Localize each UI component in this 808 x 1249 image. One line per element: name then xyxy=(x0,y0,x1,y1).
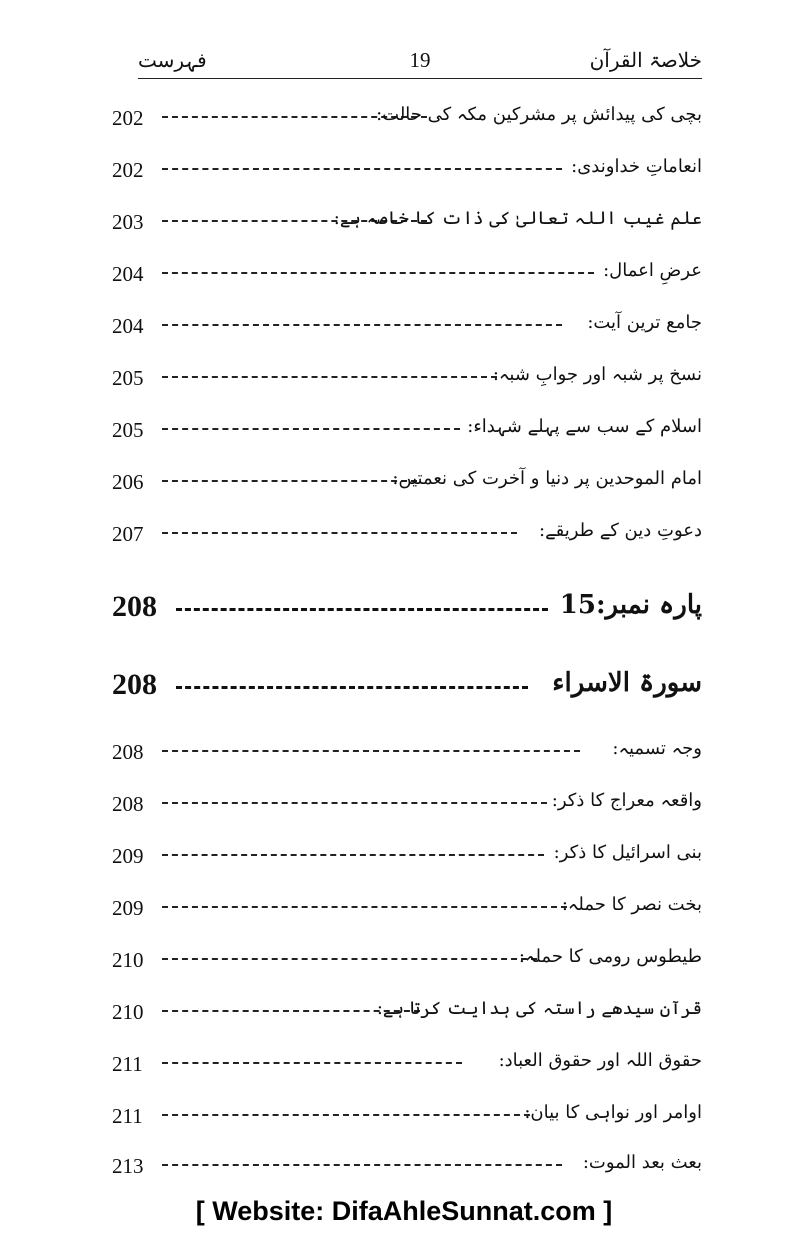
toc-entry-title: علم غیب اللہ تعالیٰ کی ذات کا خاصہ ہے: xyxy=(333,208,702,229)
header-book-title: خلاصۃ القرآن xyxy=(589,48,702,72)
website-footer: [ Website: DifaAhleSunnat.com ] xyxy=(195,1196,613,1226)
toc-page-number: 208 xyxy=(112,792,144,816)
toc-page-number: 211 xyxy=(112,1104,143,1128)
heading-title: پارہ نمبر:15 xyxy=(559,590,702,620)
toc-entry-title: دعوتِ دین کے طریقے: xyxy=(539,520,702,541)
toc-leader-dots xyxy=(162,854,544,856)
toc-entry-title: جامع ترین آیت: xyxy=(587,312,702,333)
section-heading xyxy=(112,660,702,716)
toc-page-number: 204 xyxy=(112,262,144,286)
toc-entry-title: عرضِ اعمال: xyxy=(603,260,702,281)
toc-entry-title: انعاماتِ خداوندی: xyxy=(571,156,702,177)
toc-entry-title: واقعہ معراج کا ذکر: xyxy=(551,790,702,811)
toc-entry xyxy=(112,1146,702,1190)
toc-entry-title: قرآن سیدھے راستہ کی ہدایت کرتا ہے: xyxy=(376,998,702,1019)
page-header xyxy=(138,44,702,79)
toc-entry xyxy=(112,992,702,1036)
toc-leader-dots xyxy=(162,324,562,326)
toc-entry xyxy=(112,306,702,350)
toc-page-number: 202 xyxy=(112,158,144,182)
toc-entry-title: اوامر اور نواہی کا بیان: xyxy=(524,1102,702,1123)
toc-page-number: 211 xyxy=(112,1052,143,1076)
toc-entry-title: امام الموحدین پر دنیا و آخرت کی نعمتیں: xyxy=(392,468,702,489)
toc-page-number: 205 xyxy=(112,366,144,390)
toc-leader-dots xyxy=(162,376,497,378)
toc-page-number: 205 xyxy=(112,418,144,442)
toc-entry-title: بچی کی پیدائش پر مشرکین مکہ کی حالت: xyxy=(376,104,702,125)
toc-entry xyxy=(112,1096,702,1140)
toc-leader-dots xyxy=(162,1114,530,1116)
page-number: 19 xyxy=(409,48,431,72)
toc-entry-title: طیطوس رومی کا حملہ: xyxy=(518,946,702,967)
toc-entry-title: بعث بعد الموت: xyxy=(582,1152,702,1173)
toc-page-number: 210 xyxy=(112,948,144,972)
toc-leader-dots xyxy=(162,750,580,752)
toc-page-number: 209 xyxy=(112,844,144,868)
toc-entry xyxy=(112,836,702,880)
toc-leader-dots xyxy=(162,958,537,960)
toc-page-number: 208 xyxy=(112,740,144,764)
toc-page-number: 204 xyxy=(112,314,144,338)
toc-entry-title: وجہ تسمیہ: xyxy=(612,738,702,759)
toc-entry-title: اسلام کے سب سے پہلے شہداء: xyxy=(467,416,702,437)
heading-title: سورۃ الاسراء xyxy=(552,668,702,698)
toc-entry xyxy=(112,888,702,932)
toc-entry-title: نسخ پر شبہ اور جوابِ شبہ: xyxy=(492,364,702,385)
toc-leader-dots xyxy=(162,480,417,482)
section-heading xyxy=(112,582,702,638)
heading-page-number: 208 xyxy=(112,590,157,623)
toc-entry xyxy=(112,784,702,828)
toc-entry xyxy=(112,254,702,298)
toc-leader-dots xyxy=(162,906,567,908)
toc-leader-dots xyxy=(162,272,594,274)
toc-entry-title: حقوق اللہ اور حقوق العباد: xyxy=(498,1050,702,1071)
toc-leader-dots xyxy=(162,802,547,804)
toc-page-number: 207 xyxy=(112,522,144,546)
toc-entry xyxy=(112,732,702,776)
toc-page-number: 210 xyxy=(112,1000,144,1024)
toc-entry xyxy=(112,98,702,142)
toc-entry xyxy=(112,202,702,246)
toc-entry xyxy=(112,410,702,454)
toc-leader-dots xyxy=(162,1164,562,1166)
toc-page-number: 202 xyxy=(112,106,144,130)
toc-page-number: 206 xyxy=(112,470,144,494)
toc-leader-dots xyxy=(162,1062,462,1064)
toc-leader-dots xyxy=(162,168,562,170)
header-section-title: فہرست xyxy=(138,48,207,72)
toc-leader-dots xyxy=(162,532,517,534)
toc-page-number: 203 xyxy=(112,210,144,234)
heading-leader-dots xyxy=(176,686,528,689)
toc-entry-title: بنی اسرائیل کا ذکر: xyxy=(553,842,702,863)
toc-entry xyxy=(112,940,702,984)
toc-page-number: 213 xyxy=(112,1154,144,1178)
toc-entry xyxy=(112,514,702,558)
toc-entry xyxy=(112,1044,702,1088)
toc-page-number: 209 xyxy=(112,896,144,920)
heading-leader-dots xyxy=(176,608,548,611)
toc-entry-title: بخت نصر کا حملہ: xyxy=(561,894,702,915)
toc-entry xyxy=(112,150,702,194)
toc-entry xyxy=(112,462,702,506)
toc-entry xyxy=(112,358,702,402)
heading-page-number: 208 xyxy=(112,668,157,701)
toc-leader-dots xyxy=(162,428,460,430)
